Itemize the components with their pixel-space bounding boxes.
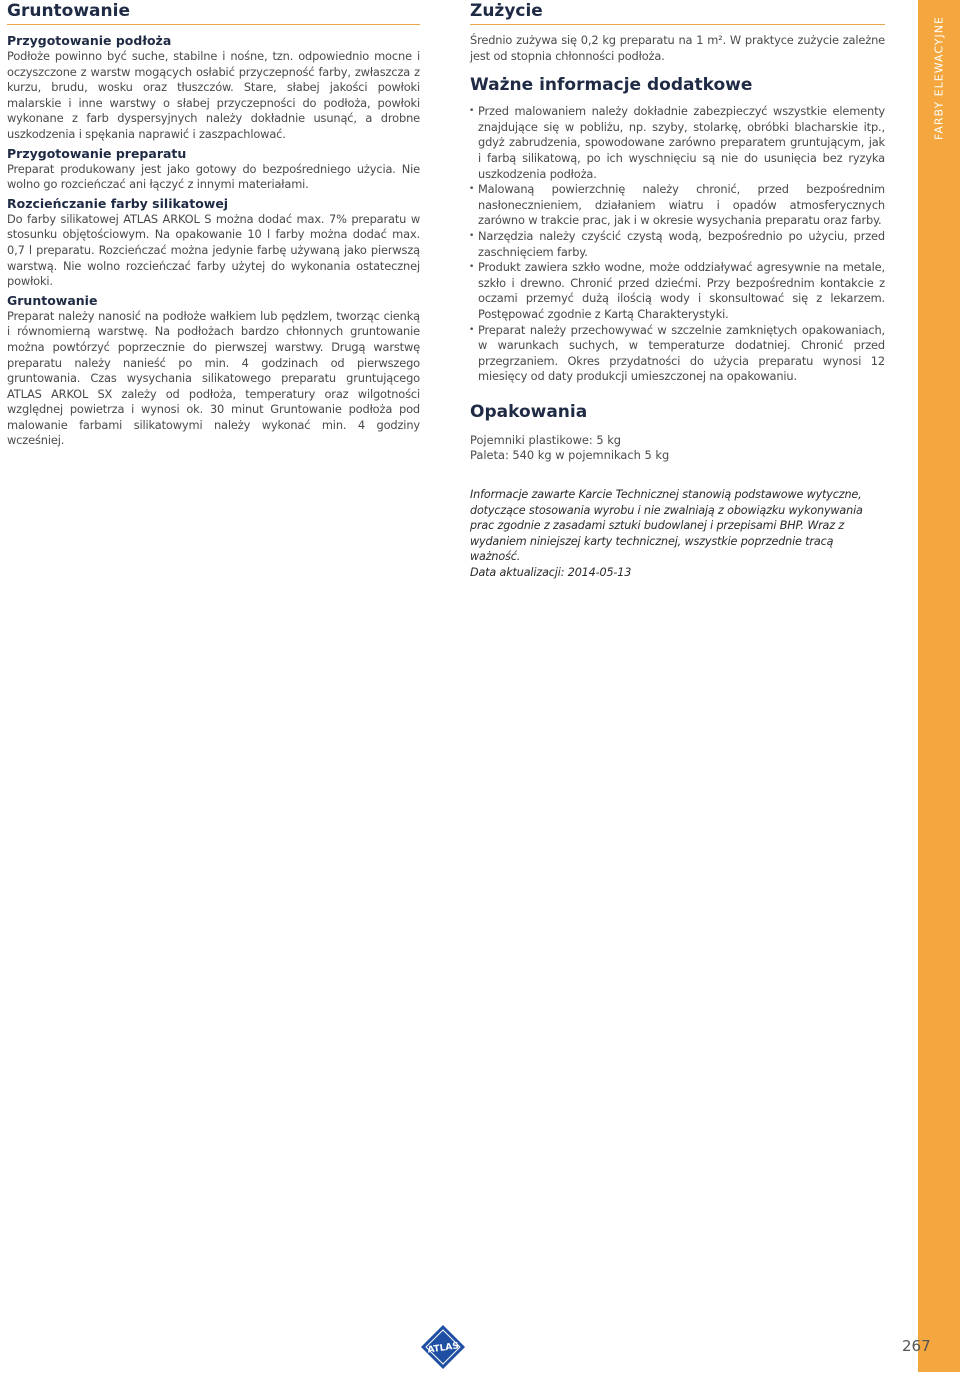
atlas-logo	[420, 1324, 466, 1370]
title-divider	[470, 24, 885, 25]
heading-rozcienczanie: Rozcieńczanie farby silikatowej	[7, 195, 229, 211]
section-title-opakowania: Opakowania	[470, 401, 588, 422]
right-column	[470, 0, 885, 581]
heading-przygotowanie-preparatu: Przygotowanie preparatu	[7, 145, 187, 161]
section-title-wazne-informacje: Ważne informacje dodatkowe	[470, 75, 753, 96]
heading-przygotowanie-podloza: Przygotowanie podłoża	[7, 33, 172, 48]
section-title-zuzycie: Zużycie	[470, 1, 543, 21]
text-rozcienczanie: Do farby silikatowej ATLAS ARKOL S można dodać max. 7% preparatu w stosunku objętościowym. Na opakowanie 10 l farby można dodać max. 0,7 l preparatu. Rozcieńczać można jedynie farbę używaną jako pierwszą warstwą. Nie wolno rozcieńczać farby użytej do wykonania ostatecznej powłoki.	[7, 211, 420, 289]
title-divider	[7, 24, 420, 25]
svg-text:ATLAS: ATLAS	[426, 1341, 460, 1356]
section-title-gruntowanie: Gruntowanie	[7, 1, 130, 21]
text-zuzycie: Średnio zużywa się 0,2 kg preparatu na 1 m². W praktyce zużycie zależne jest od stopnia chłonności podłoża.	[470, 33, 885, 63]
heading-gruntowanie: Gruntowanie	[7, 292, 98, 308]
update-date: Data aktualizacji: 2014-05-13	[470, 566, 632, 580]
text-paleta: Paleta: 540 kg w pojemnikach 5 kg	[470, 448, 670, 463]
disclaimer-note: Informacje zawarte Karcie Technicznej stanowią podstawowe wytyczne, dotyczące stosowania wyrobu i nie zwalniają z obowiązku wykonywania prac zgodnie z zasadami sztuki budowlanej i przepisami BHP. Wraz z wydaniem niniejszej karty technicznej, wszystkie poprzednie tracą ważność.	[470, 488, 863, 564]
sidebar-label: FARBY ELEWACYJNE	[932, 16, 946, 140]
list-item: • Produkt zawiera szkło wodne, może oddziaływać agresywnie na metale, szkło i drewno. Chronić przed dziećmi. Przy bezpośrednim kontakcie z oczami przemyć dużą ilością wody i skonsultować się z lekarzem. Postępować zgodnie z Kartą Charakterystyki.	[478, 260, 885, 322]
text-przygotowanie-podloza: Podłoże powinno być suche, stabilne i nośne, tzn. odpowiednio mocne i oczyszczone z warstw mogących osłabić przyczepność farby, zwłaszcza z kurzu, brudu, wosku oraz tłuszczów. Stare, słabej jakości powłoki malarskie i inne warstwy o słabej przyczepności do podłoża, powłoki wykonane z farb dyspersyjnych należy dokładnie usunąć, a drobne uszkodzenia i spękania naprawić i zaszpachlować.	[7, 49, 420, 141]
info-list	[470, 104, 885, 385]
text-gruntowanie: Preparat należy nanosić na podłoże wałkiem lub pędzlem, tworząc cienką i równomierną warstwę. Na podłożach bardzo chłonnych gruntowanie można powtórzyć poprzecznie do pierwszej warstwy. Drugą warstwę preparatu należy nanieść po min. 4 godzinach od pierwszego gruntowania. Czas wysychania silikatowego preparatu gruntującego ATLAS ARKOL SX zależy od podłoża, temperatury oraz wilgotności względnej powietrza i wynosi ok. 30 minut Gruntowanie podłoża pod malowanie farbami silikatowymi należy wykonać min. 4 godziny wcześniej.	[7, 308, 420, 448]
text-przygotowanie-preparatu: Preparat produkowany jest jako gotowy do bezpośredniego użycia. Nie wolno go rozcieńczać ani łączyć z innymi materiałami.	[7, 161, 420, 192]
list-item: • Malowaną powierzchnię należy chronić, przed bezpośrednim nasłonecznieniem, działaniem wiatru i opadów atmosferycznych zarówno w trakcie prac, jak i w okresie wysychania preparatu oraz farby.	[478, 182, 885, 229]
list-item: • Narzędzia należy czyścić czystą wodą, bezpośrednio po użyciu, przed zaschnięciem farby.	[478, 229, 885, 260]
left-column	[7, 0, 420, 452]
category-sidebar	[918, 0, 960, 1372]
list-item: • Przed malowaniem należy dokładnie zabezpieczyć wszystkie elementy znajdujące się w pobliżu, np. szyby, stolarkę, obróbki blacharskie itp., gdyż zabrudzenia, spowodowane zarówno preparatem gruntującym, jak i farbą silikatową, po ich wyschnięciu są nie do usunięcia bez ryzyka uszkodzenia podłoża.	[478, 104, 885, 182]
text-pojemniki: Pojemniki plastikowe: 5 kg	[470, 432, 622, 447]
page-number: 267	[902, 1337, 931, 1355]
atlas-logo-icon	[420, 1324, 466, 1370]
list-item: • Preparat należy przechowywać w szczelnie zamkniętych opakowaniach, w warunkach suchych, w temperaturze dodatniej. Chronić przed przegrzaniem. Okres przydatności do użycia preparatu wynosi 12 miesięcy od daty produkcji umieszczonej na opakowaniu.	[478, 323, 885, 385]
